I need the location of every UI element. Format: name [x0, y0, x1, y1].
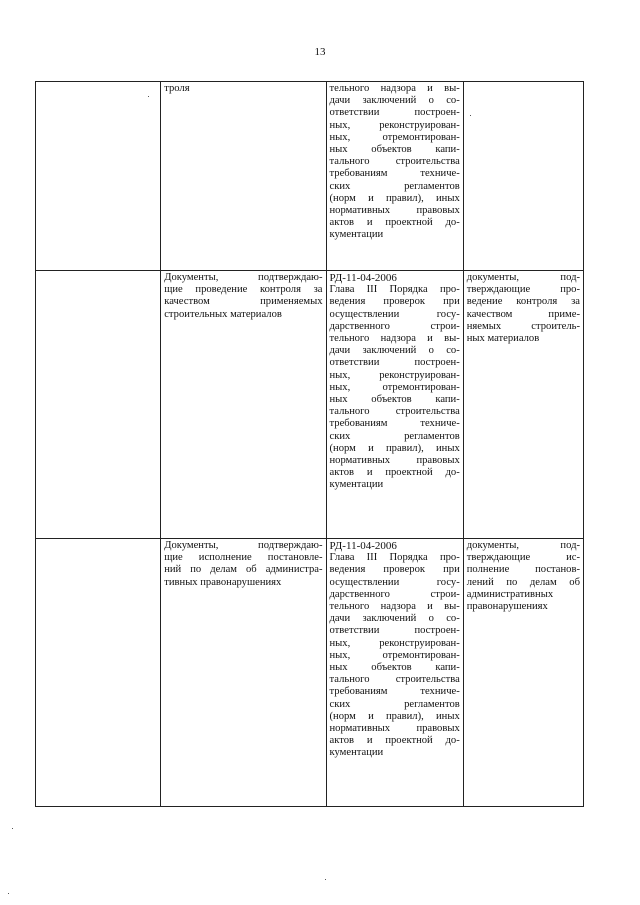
cell-text-line: РД-11-04-2006 — [329, 540, 397, 552]
cell-text-line: ных материалов — [466, 333, 540, 345]
cell-text-line: требованиям техниче- — [329, 686, 460, 698]
cell-text-line: нормативных правовых — [329, 455, 460, 467]
cell-text-line: ных, отремонтирован- — [329, 131, 460, 143]
cell-text-line: ведения проверок при — [329, 564, 460, 576]
cell-text-line: ских регламентов — [329, 698, 460, 710]
cell-text-line: ных, отремонтирован- — [329, 649, 460, 661]
cell-text-line: ответствии построен- — [329, 357, 460, 369]
scan-speck — [12, 828, 13, 829]
cell-text-line: требованиям техниче- — [329, 418, 460, 430]
table-cell-col2 — [161, 82, 326, 271]
cell-text-line: ний по делам об администра- — [164, 564, 323, 576]
cell-text-line: (норм и правил), иных — [329, 710, 460, 722]
table-row — [36, 271, 584, 539]
document-table — [35, 81, 584, 807]
cell-text-line: тверждающие ис- — [466, 552, 580, 564]
cell-text-line: документы, под- — [466, 540, 580, 551]
cell-text-line: ответствии построен- — [329, 625, 460, 637]
scan-speck — [148, 96, 149, 97]
cell-text-line: качеством применяемых — [164, 296, 323, 308]
scan-speck — [470, 115, 471, 116]
table-cell-col3 — [326, 82, 463, 271]
scan-speck — [8, 893, 9, 894]
cell-text-line: няемых строитель- — [466, 320, 580, 332]
cell-text-line: тверждающие про- — [466, 284, 580, 296]
table-cell-col1 — [36, 539, 161, 807]
cell-text-line: ных, отремонтирован- — [329, 381, 460, 393]
cell-text-line: ных объектов капи- — [329, 394, 460, 406]
cell-text-line: ных объектов капи- — [329, 144, 460, 156]
cell-text-line: щие проведение контроля за — [164, 284, 323, 296]
cell-text-line: актов и проектной до- — [329, 735, 460, 747]
cell-text-line: ответствии построен- — [329, 107, 460, 119]
cell-text-line: актов и проектной до- — [329, 217, 460, 229]
table-cell-col3 — [326, 539, 463, 807]
cell-text-line: ных объектов капи- — [329, 662, 460, 674]
cell-text-line: Документы, подтверждаю- — [164, 272, 323, 283]
page-number: 13 — [314, 46, 326, 58]
cell-text-line: нормативных правовых — [329, 723, 460, 735]
cell-text-line: РД-11-04-2006 — [329, 272, 397, 284]
cell-text-line: дарственного строи- — [329, 320, 460, 332]
cell-text-line: тивных правонарушениях — [164, 576, 282, 588]
table-cell-col2 — [161, 539, 326, 807]
cell-text-line: тельного надзора и вы- — [329, 333, 460, 345]
cell-text-line: полнение постанов- — [466, 564, 580, 576]
table-cell-col1 — [36, 271, 161, 539]
cell-text-line: правонарушениях — [466, 601, 548, 613]
cell-text-line: (норм и правил), иных — [329, 442, 460, 454]
cell-text-line: дачи заключений о со- — [329, 345, 460, 357]
cell-text-line: кументации — [329, 229, 384, 241]
cell-text-line: тального строительства — [329, 156, 460, 168]
cell-text-line: (норм и правил), иных — [329, 192, 460, 204]
table-cell-col1 — [36, 82, 161, 271]
cell-text-line: ских регламентов — [329, 180, 460, 192]
cell-text-line: осуществлении госу- — [329, 308, 460, 320]
cell-text-line: дачи заключений о со- — [329, 613, 460, 625]
table-row — [36, 82, 584, 271]
table-cell-col2 — [161, 271, 326, 539]
table-row — [36, 539, 584, 807]
scan-speck — [325, 879, 326, 880]
cell-text-line: дарственного строи- — [329, 588, 460, 600]
cell-text-line: ных, реконструирован- — [329, 369, 460, 381]
cell-text-line: тельного надзора и вы- — [329, 83, 460, 94]
cell-text-line: лений по делам об — [466, 576, 580, 588]
cell-text-line: ных, реконструирован- — [329, 119, 460, 131]
cell-text-line: требованиям техниче- — [329, 168, 460, 180]
cell-text-line: ведение контроля за — [466, 296, 580, 308]
cell-text-line: осуществлении госу- — [329, 576, 460, 588]
cell-text-line: щие исполнение постановле- — [164, 552, 323, 564]
cell-text-line: дачи заключений о со- — [329, 95, 460, 107]
table-cell-col4 — [463, 271, 583, 539]
cell-text-line: ных, реконструирован- — [329, 637, 460, 649]
cell-text-line: нормативных правовых — [329, 205, 460, 217]
cell-text-line: административных — [466, 588, 554, 600]
cell-text-line: Глава III Порядка про- — [329, 284, 460, 296]
cell-text-line: документы, под- — [466, 272, 580, 283]
cell-text-line: тального строительства — [329, 406, 460, 418]
cell-text-line: кументации — [329, 747, 384, 759]
cell-text-line: актов и проектной до- — [329, 467, 460, 479]
cell-text-line: тального строительства — [329, 674, 460, 686]
table-cell-col3 — [326, 271, 463, 539]
cell-text-line: ведения проверок при — [329, 296, 460, 308]
cell-text-line: тельного надзора и вы- — [329, 601, 460, 613]
cell-text-line: строительных материалов — [164, 308, 282, 320]
cell-text-line: троля — [164, 83, 190, 94]
cell-text-line: кументации — [329, 479, 384, 491]
table-cell-col4 — [463, 82, 583, 271]
cell-text-line: Документы, подтверждаю- — [164, 540, 323, 551]
cell-text-line: Глава III Порядка про- — [329, 552, 460, 564]
cell-text-line: ских регламентов — [329, 430, 460, 442]
table-cell-col4 — [463, 539, 583, 807]
cell-text-line: качеством приме- — [466, 308, 580, 320]
